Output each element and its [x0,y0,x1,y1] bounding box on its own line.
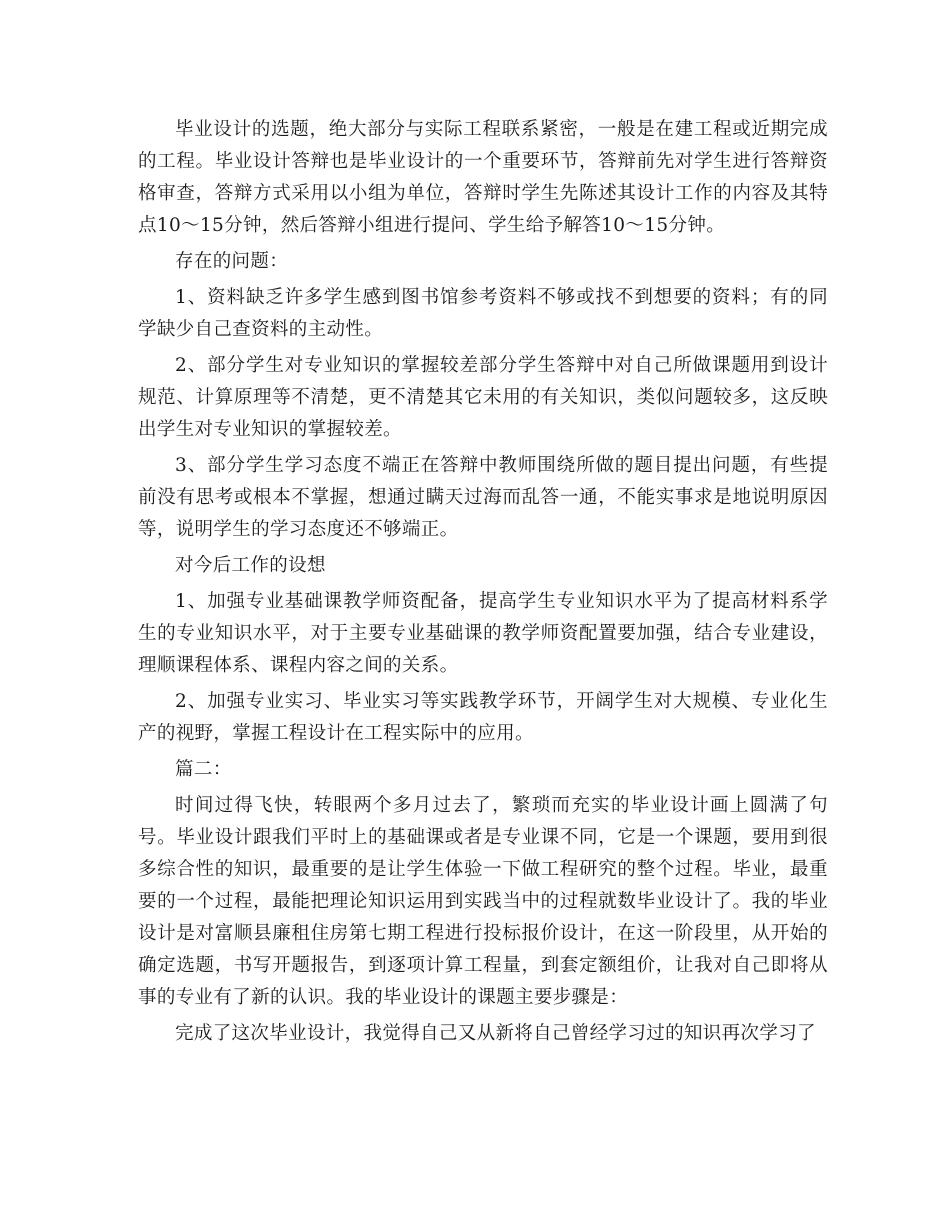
heading-existing-problems: 存在的问题： [175,251,289,272]
paragraph-future-2: 2、加强专业实习、毕业实习等实践教学环节，开阔学生对大规模、专业化生产的视野，掌握工程设计在工程实际中的应用。 [138,691,828,744]
heading-future-work: 对今后工作的设想 [175,555,326,576]
paragraph-problem-1: 1、资料缺乏许多学生感到图书馆参考资料不够或找不到想要的资料；有的同学缺少自己查资料的主动性。 [138,287,828,340]
paragraph-part-two-intro: 时间过得飞快，转眼两个多月过去了，繁琐而充实的毕业设计画上圆满了句号。毕业设计跟我们平时上的基础课或者是专业课不同，它是一个课题，要用到很多综合性的知识，最重要的是让学生体验一下做工程研究的整个过程。毕业，最重要的一个过程，最能把理论知识运用到实践当中的过程就数毕业设计了。我的毕业设计是对富顺县廉租住房第七期工程进行投标报价设计，在这一阶段里，从开始的确定选题，书写开题报告，到逐项计算工程量，到套定额组价，让我对自己即将从事的专业有了新的认识。我的毕业设计的课题主要步骤是： [138,795,828,1008]
paragraph-part-two-conclusion: 完成了这次毕业设计，我觉得自己又从新将自己曾经学习过的知识再次学习了 [175,1023,816,1044]
heading-part-two: 篇二： [175,759,232,780]
paragraph-problem-3: 3、部分学生学习态度不端正在答辩中教师围绕所做的题目提出问题，有些提前没有思考或根本不掌握，想通过瞒天过海而乱答一通，不能实事求是地说明原因等，说明学生的学习态度还不够端正。 [138,455,828,540]
document-body [138,114,828,1054]
paragraph-problem-2: 2、部分学生对专业知识的掌握较差部分学生答辩中对自己所做课题用到设计规范、计算原理等不清楚，更不清楚其它未用的有关知识，类似问题较多，这反映出学生对专业知识的掌握较差。 [138,355,828,440]
paragraph-graduation-design-topics: 毕业设计的选题，绝大部分与实际工程联系紧密，一般是在建工程或近期完成的工程。毕业设计答辩也是毕业设计的一个重要环节，答辩前先对学生进行答辩资格审查，答辩方式采用以小组为单位，答辩时学生先陈述其设计工作的内容及其特点10～15分钟，然后答辩小组进行提问、学生给予解答10～15分钟。 [138,119,828,236]
paragraph-future-1: 1、加强专业基础课教学师资配备，提高学生专业知识水平为了提高材料系学生的专业知识水平，对于主要专业基础课的教学师资配置要加强，结合专业建设，理顺课程体系、课程内容之间的关系。 [138,591,828,676]
